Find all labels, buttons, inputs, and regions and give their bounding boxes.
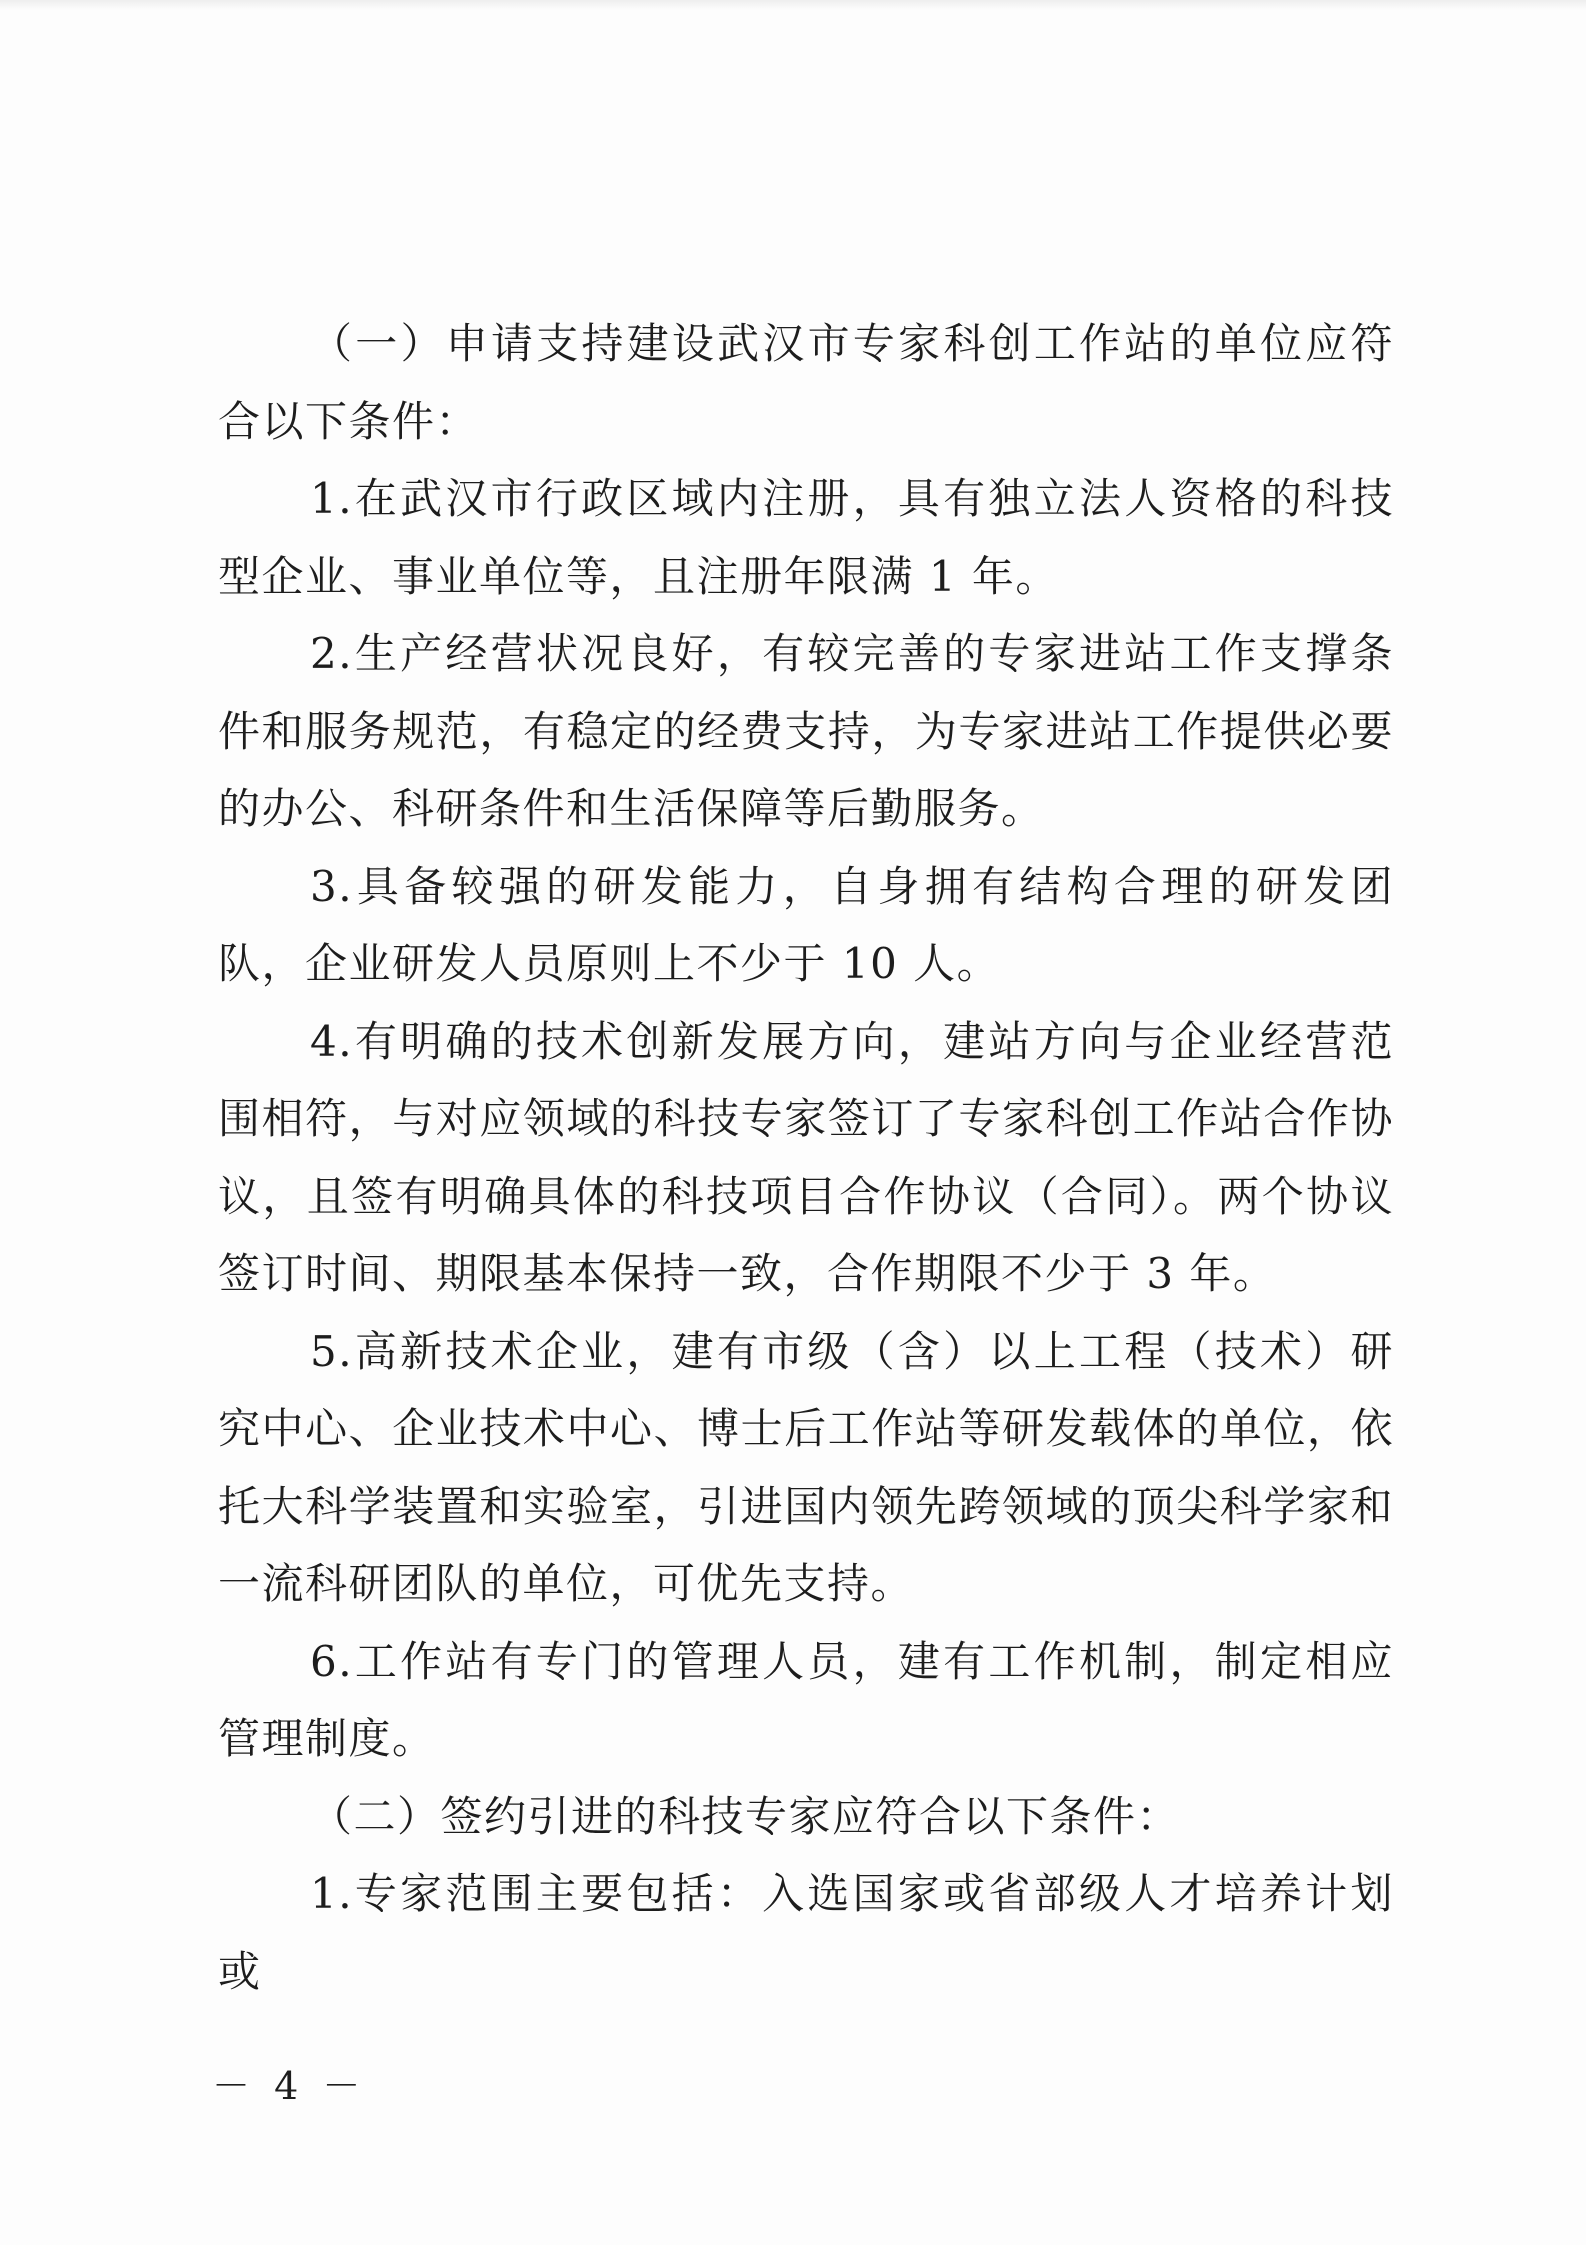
document-body xyxy=(218,305,1394,2010)
section-one-heading: （一）申请支持建设武汉市专家科创工作站的单位应符合以下条件： xyxy=(218,319,1394,446)
scan-edge-shadow xyxy=(0,0,1586,10)
section-two-heading: （二）签约引进的科技专家应符合以下条件： xyxy=(310,1791,1181,1841)
condition-2-1: 1.专家范围主要包括：入选国家或省部级人才培养计划或 xyxy=(218,1869,1394,1996)
page-number: － 4 － xyxy=(212,2064,367,2108)
condition-1-5: 5.高新技术企业，建有市级（含）以上工程（技术）研究中心、企业技术中心、博士后工作站等研发载体的单位，依托大科学装置和实验室，引进国内领先跨领域的顶尖科学家和一流科研团队的单位，可优先支持。 xyxy=(218,1326,1394,1608)
condition-1-4: 4.有明确的技术创新发展方向，建站方向与企业经营范围相符，与对应领域的科技专家签订了专家科创工作站合作协议，且签有明确具体的科技项目合作协议（合同）。两个协议签订时间、期限基本保持一致，合作期限不少于 3 年。 xyxy=(218,1016,1394,1298)
condition-1-2: 2.生产经营状况良好，有较完善的专家进站工作支撑条件和服务规范，有稳定的经费支持，为专家进站工作提供必要的办公、科研条件和生活保障等后勤服务。 xyxy=(218,629,1394,833)
condition-1-1: 1.在武汉市行政区域内注册，具有独立法人资格的科技型企业、事业单位等，且注册年限满 1 年。 xyxy=(218,474,1394,601)
condition-1-6: 6.工作站有专门的管理人员，建有工作机制，制定相应管理制度。 xyxy=(218,1636,1394,1763)
condition-1-3: 3.具备较强的研发能力，自身拥有结构合理的研发团队，企业研发人员原则上不少于 10 人。 xyxy=(218,861,1394,988)
